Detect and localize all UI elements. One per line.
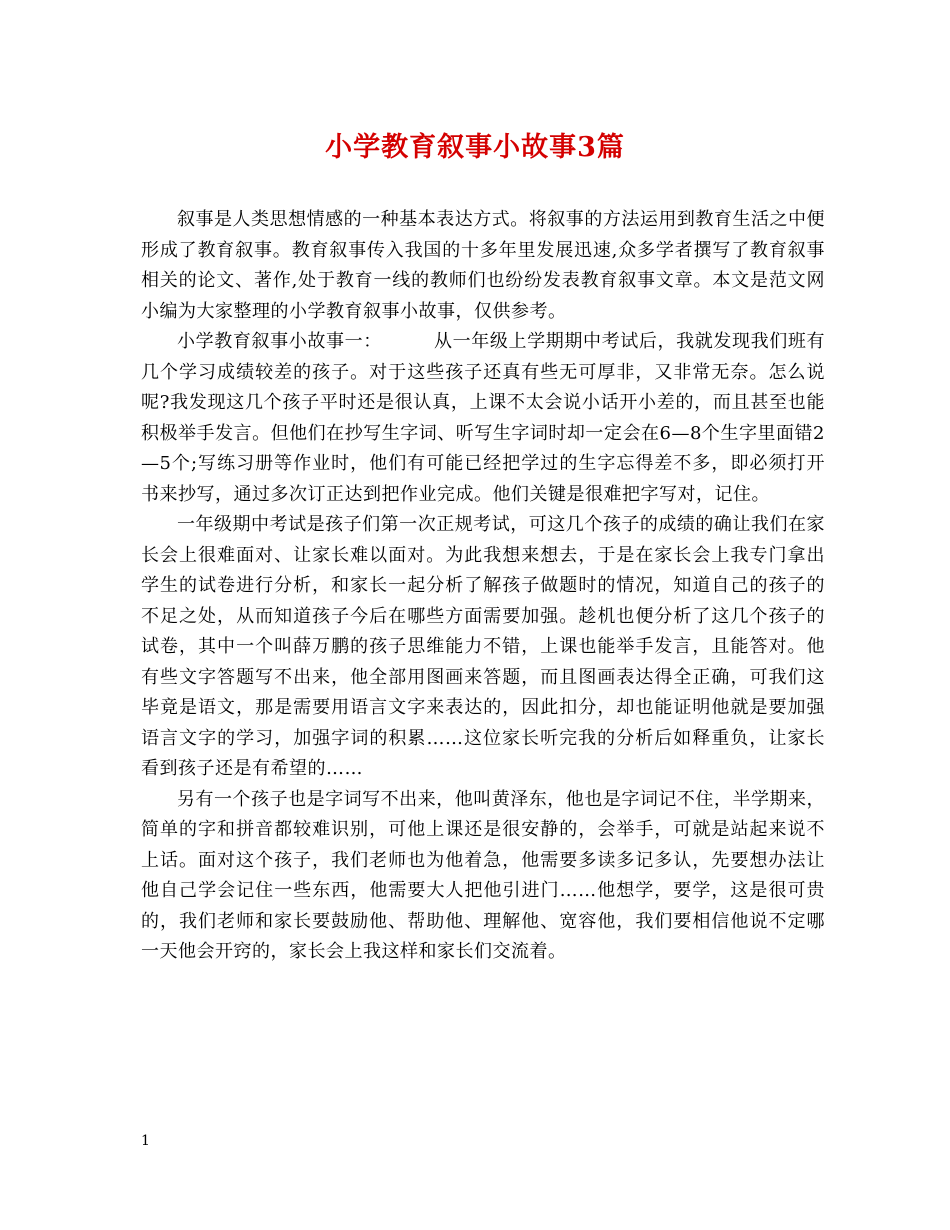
paragraph-story-one: [141, 327, 825, 510]
document-title: 小学教育叙事小故事3篇: [325, 132, 625, 163]
paragraph-text: 一年级期中考试是孩子们第一次正规考试，可这几个孩子的成绩的确让我们在家长会上很难面对、让家长难以面对。为此我想来想去，于是在家长会上我专门拿出学生的试卷进行分析，和家长一起分析了解孩子做题时的情况，知道自己的孩子的不足之处，从而知道孩子今后在哪些方面需要加强。趁机也便分析了这几个孩子的试卷，其中一个叫薛万鹏的孩子思维能力不错，上课也能举手发言，且能答对。他有些文字答题写不出来，他全部用图画来答题，而且图画表达得全正确，可我们这毕竟是语文，那是需要用语言文字来表达的，因此扣分，却也能证明他就是要加强语言文字的学习，加强字词的积累……这位家长听完我的分析后如释重负，让家长看到孩子还是有希望的……: [141, 514, 825, 779]
paragraph-another-child: [141, 785, 825, 968]
story-label: 小学教育叙事小故事一：: [177, 331, 382, 352]
paragraph-text: 叙事是人类思想情感的一种基本表达方式。将叙事的方法运用到教育生活之中便形成了教育叙事。教育叙事传入我国的十多年里发展迅速,众多学者撰写了教育叙事相关的论文、著作,处于教育一线的教师们也纷纷发表教育叙事文章。本文是范文网小编为大家整理的小学教育叙事小故事，仅供参考。: [141, 209, 825, 322]
document-body: [141, 205, 825, 968]
paragraph-exam: [141, 510, 825, 785]
paragraph-intro: [141, 205, 825, 327]
page-number: 1: [141, 1133, 150, 1149]
paragraph-text: 另有一个孩子也是字词写不出来，他叫黄泽东，他也是字词记不住，半学期来，简单的字和拼音都较难识别，可他上课还是很安静的，会举手，可就是站起来说不上话。面对这个孩子，我们老师也为他着急，他需要多读多记多认，先要想办法让他自己学会记住一些东西，他需要大人把他引进门……他想学，要学，这是很可贵的，我们老师和家长要鼓励他、帮助他、理解他、宽容他，我们要相信他说不定哪一天他会开窍的，家长会上我这样和家长们交流着。: [141, 788, 825, 962]
paragraph-text: 从一年级上学期期中考试后，我就发现我们班有几个学习成绩较差的孩子。对于这些孩子还真有些无可厚非，又非常无奈。怎么说呢?我发现这几个孩子平时还是很认真，上课不太会说小话开小差的，而且甚至也能积极举手发言。但他们在抄写生字词、听写生字词时却一定会在6—8个生字里面错2—5个;写练习册等作业时，他们有可能已经把学过的生字忘得差不多，即必须打开书来抄写，通过多次订正达到把作业完成。他们关键是很难把字写对，记住。: [141, 331, 825, 505]
